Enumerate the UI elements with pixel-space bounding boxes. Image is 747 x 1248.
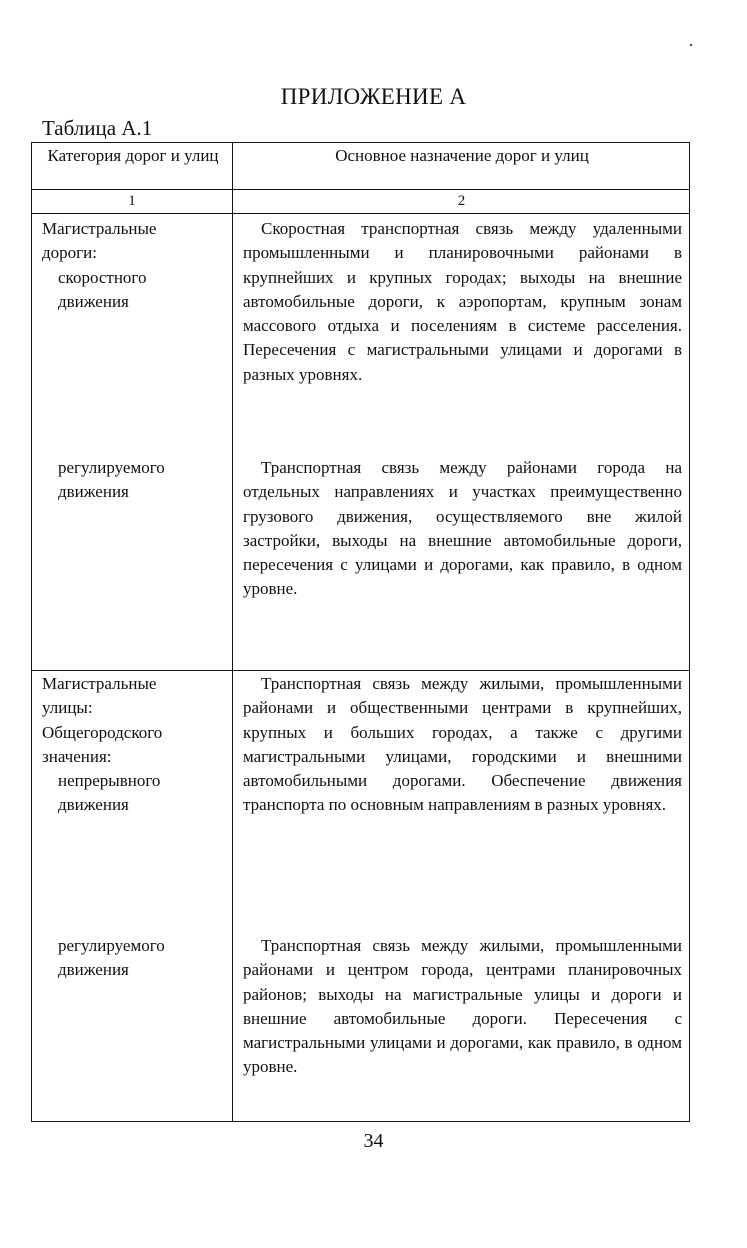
row-3-description xyxy=(243,672,682,818)
scan-speck xyxy=(690,44,692,46)
row-3-category-line: улицы: xyxy=(42,698,93,718)
header-divider xyxy=(32,189,689,190)
row-1-category-line: скоростного xyxy=(58,267,147,287)
table-caption: Таблица А.1 xyxy=(42,116,153,140)
row-3-category-line: непрерывного xyxy=(58,771,161,791)
row-3-category xyxy=(42,672,222,818)
row-3-category-line: Магистральные xyxy=(42,674,157,693)
row-1-category-line: движения xyxy=(58,291,129,311)
row-2-category-line: регулируемого xyxy=(58,458,165,477)
header-purpose: Основное назначение дорог и улиц xyxy=(335,146,589,165)
row-4-category-line: регулируемого xyxy=(58,936,165,955)
row-2-description xyxy=(243,456,682,602)
row-2-category-line: движения xyxy=(58,482,129,502)
row-4-category-line: движения xyxy=(58,960,129,980)
row-1-category xyxy=(42,217,222,314)
row-1-description-text: Скоростная транспортная связь между удаленными промышленными и планировочными районами в крупнейших и крупных городах; выходы на внешние автомобильные дороги, к аэропортам, крупным зонам массового отдыха и поселениям в системе расселения. Пересечения с магистральными улицами и дорогами в разных уровнях. xyxy=(243,219,682,384)
column-number-1: 1 xyxy=(128,193,136,209)
row-3-category-line: значения: xyxy=(42,746,112,766)
roads-table xyxy=(31,142,690,1122)
row-2-description-text: Транспортная связь между районами города на отдельных направлениях и участках преимущественно грузового движения, осуществляемого вне жилой застройки, выходы на внешние автомобильные дороги, пересечения с улицами и дорогами, как правило, в одном уровне. xyxy=(243,458,682,599)
header-category: Категория дорог и улиц xyxy=(47,146,219,165)
group-divider xyxy=(32,670,689,671)
column-divider xyxy=(232,143,233,1121)
row-3-category-line: движения xyxy=(58,795,129,815)
page-number: 34 xyxy=(363,1130,384,1152)
numbers-divider xyxy=(32,213,689,214)
row-3-category-line: Общегородского xyxy=(42,722,163,742)
appendix-title: ПРИЛОЖЕНИЕ А xyxy=(280,84,467,109)
column-number-2: 2 xyxy=(457,193,466,209)
row-4-description-text: Транспортная связь между жилыми, промышленными районами и центром города, центрами планировочных районов; выходы на магистральные улицы и дороги и внешние автомобильные дороги. Пересечения с магистральными улицами и дорогами, как правило, в одном уровне. xyxy=(243,936,682,1077)
row-1-category-line: Магистральные xyxy=(42,219,157,238)
row-3-description-text: Транспортная связь между жилыми, промышленными районами и общественными центрами в крупнейших, крупных и больших городах, а также с другими магистральными улицами, городскими и внешними автомобильными дорогами. Обеспечение движения транспорта по основным направлениям в разных уровнях. xyxy=(243,674,682,815)
row-1-description xyxy=(243,217,682,387)
row-1-category-line: дороги: xyxy=(42,243,97,263)
row-4-category xyxy=(42,934,222,983)
row-4-description xyxy=(243,934,682,1080)
row-2-category xyxy=(42,456,222,505)
